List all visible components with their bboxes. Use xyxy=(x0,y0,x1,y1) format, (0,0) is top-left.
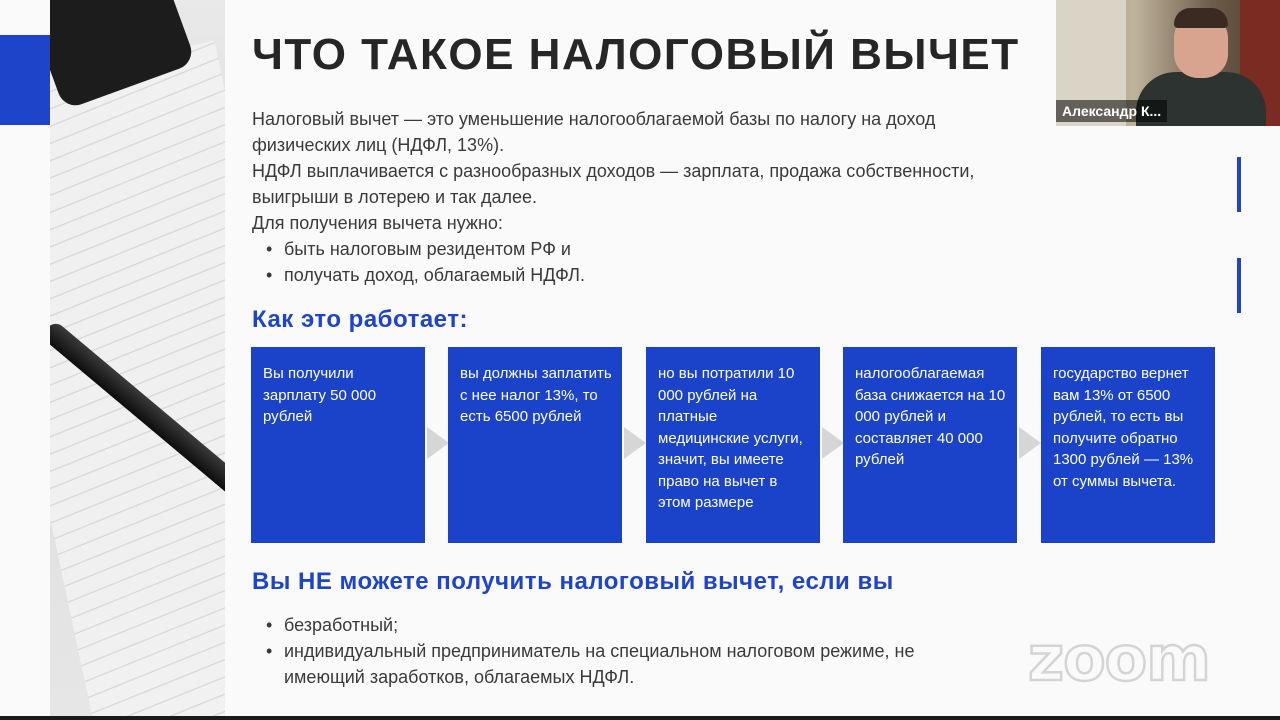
how-it-works-heading: Как это работает: xyxy=(252,306,468,333)
intro-paragraph: Налоговый вычет — это уменьшение налогооблагаемой базы по налогу на доход физических лиц (НДФЛ, 13%). xyxy=(252,109,936,155)
list-item: • получать доход, облагаемый НДФЛ. xyxy=(252,262,1012,288)
step-box: Вы получили зарплату 50 000 рублей xyxy=(251,347,425,543)
bottom-edge-bar xyxy=(0,716,1280,720)
requirements-list xyxy=(252,236,1012,288)
intro-paragraph: Для получения вычета нужно: xyxy=(252,213,503,233)
accent-bar-right-1 xyxy=(1237,157,1241,212)
intro-paragraph: НДФЛ выплачивается с разнообразных доходов — зарплата, продажа собственности, выигрыши в лотерею и так далее. xyxy=(252,161,975,207)
step-box: государство вернет вам 13% от 6500 рублей, то есть вы получите обратно 1300 рублей — 13% от суммы вычета. xyxy=(1041,347,1215,543)
zoom-watermark: zoom xyxy=(1028,622,1210,695)
arrow-right-icon xyxy=(822,427,844,459)
intro-text xyxy=(252,106,1012,288)
list-item: • индивидуальный предприниматель на специальном налоговом режиме, не имеющий заработков, облагаемых НДФЛ. xyxy=(252,638,972,690)
step-box: но вы потратили 10 000 рублей на платные медицинские услуги, значит, вы имеете право на вычет в этом размере xyxy=(646,347,820,543)
cannot-section xyxy=(252,612,972,690)
cannot-heading: Вы НЕ можете получить налоговый вычет, если вы xyxy=(252,568,894,595)
arrow-right-icon xyxy=(1019,427,1041,459)
process-flow xyxy=(251,347,1215,543)
cannot-list xyxy=(252,612,972,690)
tax-form-paper xyxy=(50,41,225,718)
step-box: вы должны заплатить с нее налог 13%, то есть 6500 рублей xyxy=(448,347,622,543)
accent-block-left xyxy=(0,35,50,125)
step-box: налогооблагаемая база снижается на 10 000 рублей и составляет 40 000 рублей xyxy=(843,347,1017,543)
participant-video-tile[interactable] xyxy=(1056,0,1280,126)
participant-hair xyxy=(1174,8,1228,28)
accent-bar-right-2 xyxy=(1237,258,1241,313)
arrow-right-icon xyxy=(624,427,646,459)
list-item: • быть налоговым резидентом РФ и xyxy=(252,236,1012,262)
slide-title: ЧТО ТАКОЕ НАЛОГОВЫЙ ВЫЧЕТ xyxy=(252,30,1020,79)
participant-name-label: Александр К... xyxy=(1056,100,1167,122)
arrow-right-icon xyxy=(427,427,449,459)
list-item: • безработный; xyxy=(252,612,972,638)
decorative-photo-strip xyxy=(50,0,225,718)
